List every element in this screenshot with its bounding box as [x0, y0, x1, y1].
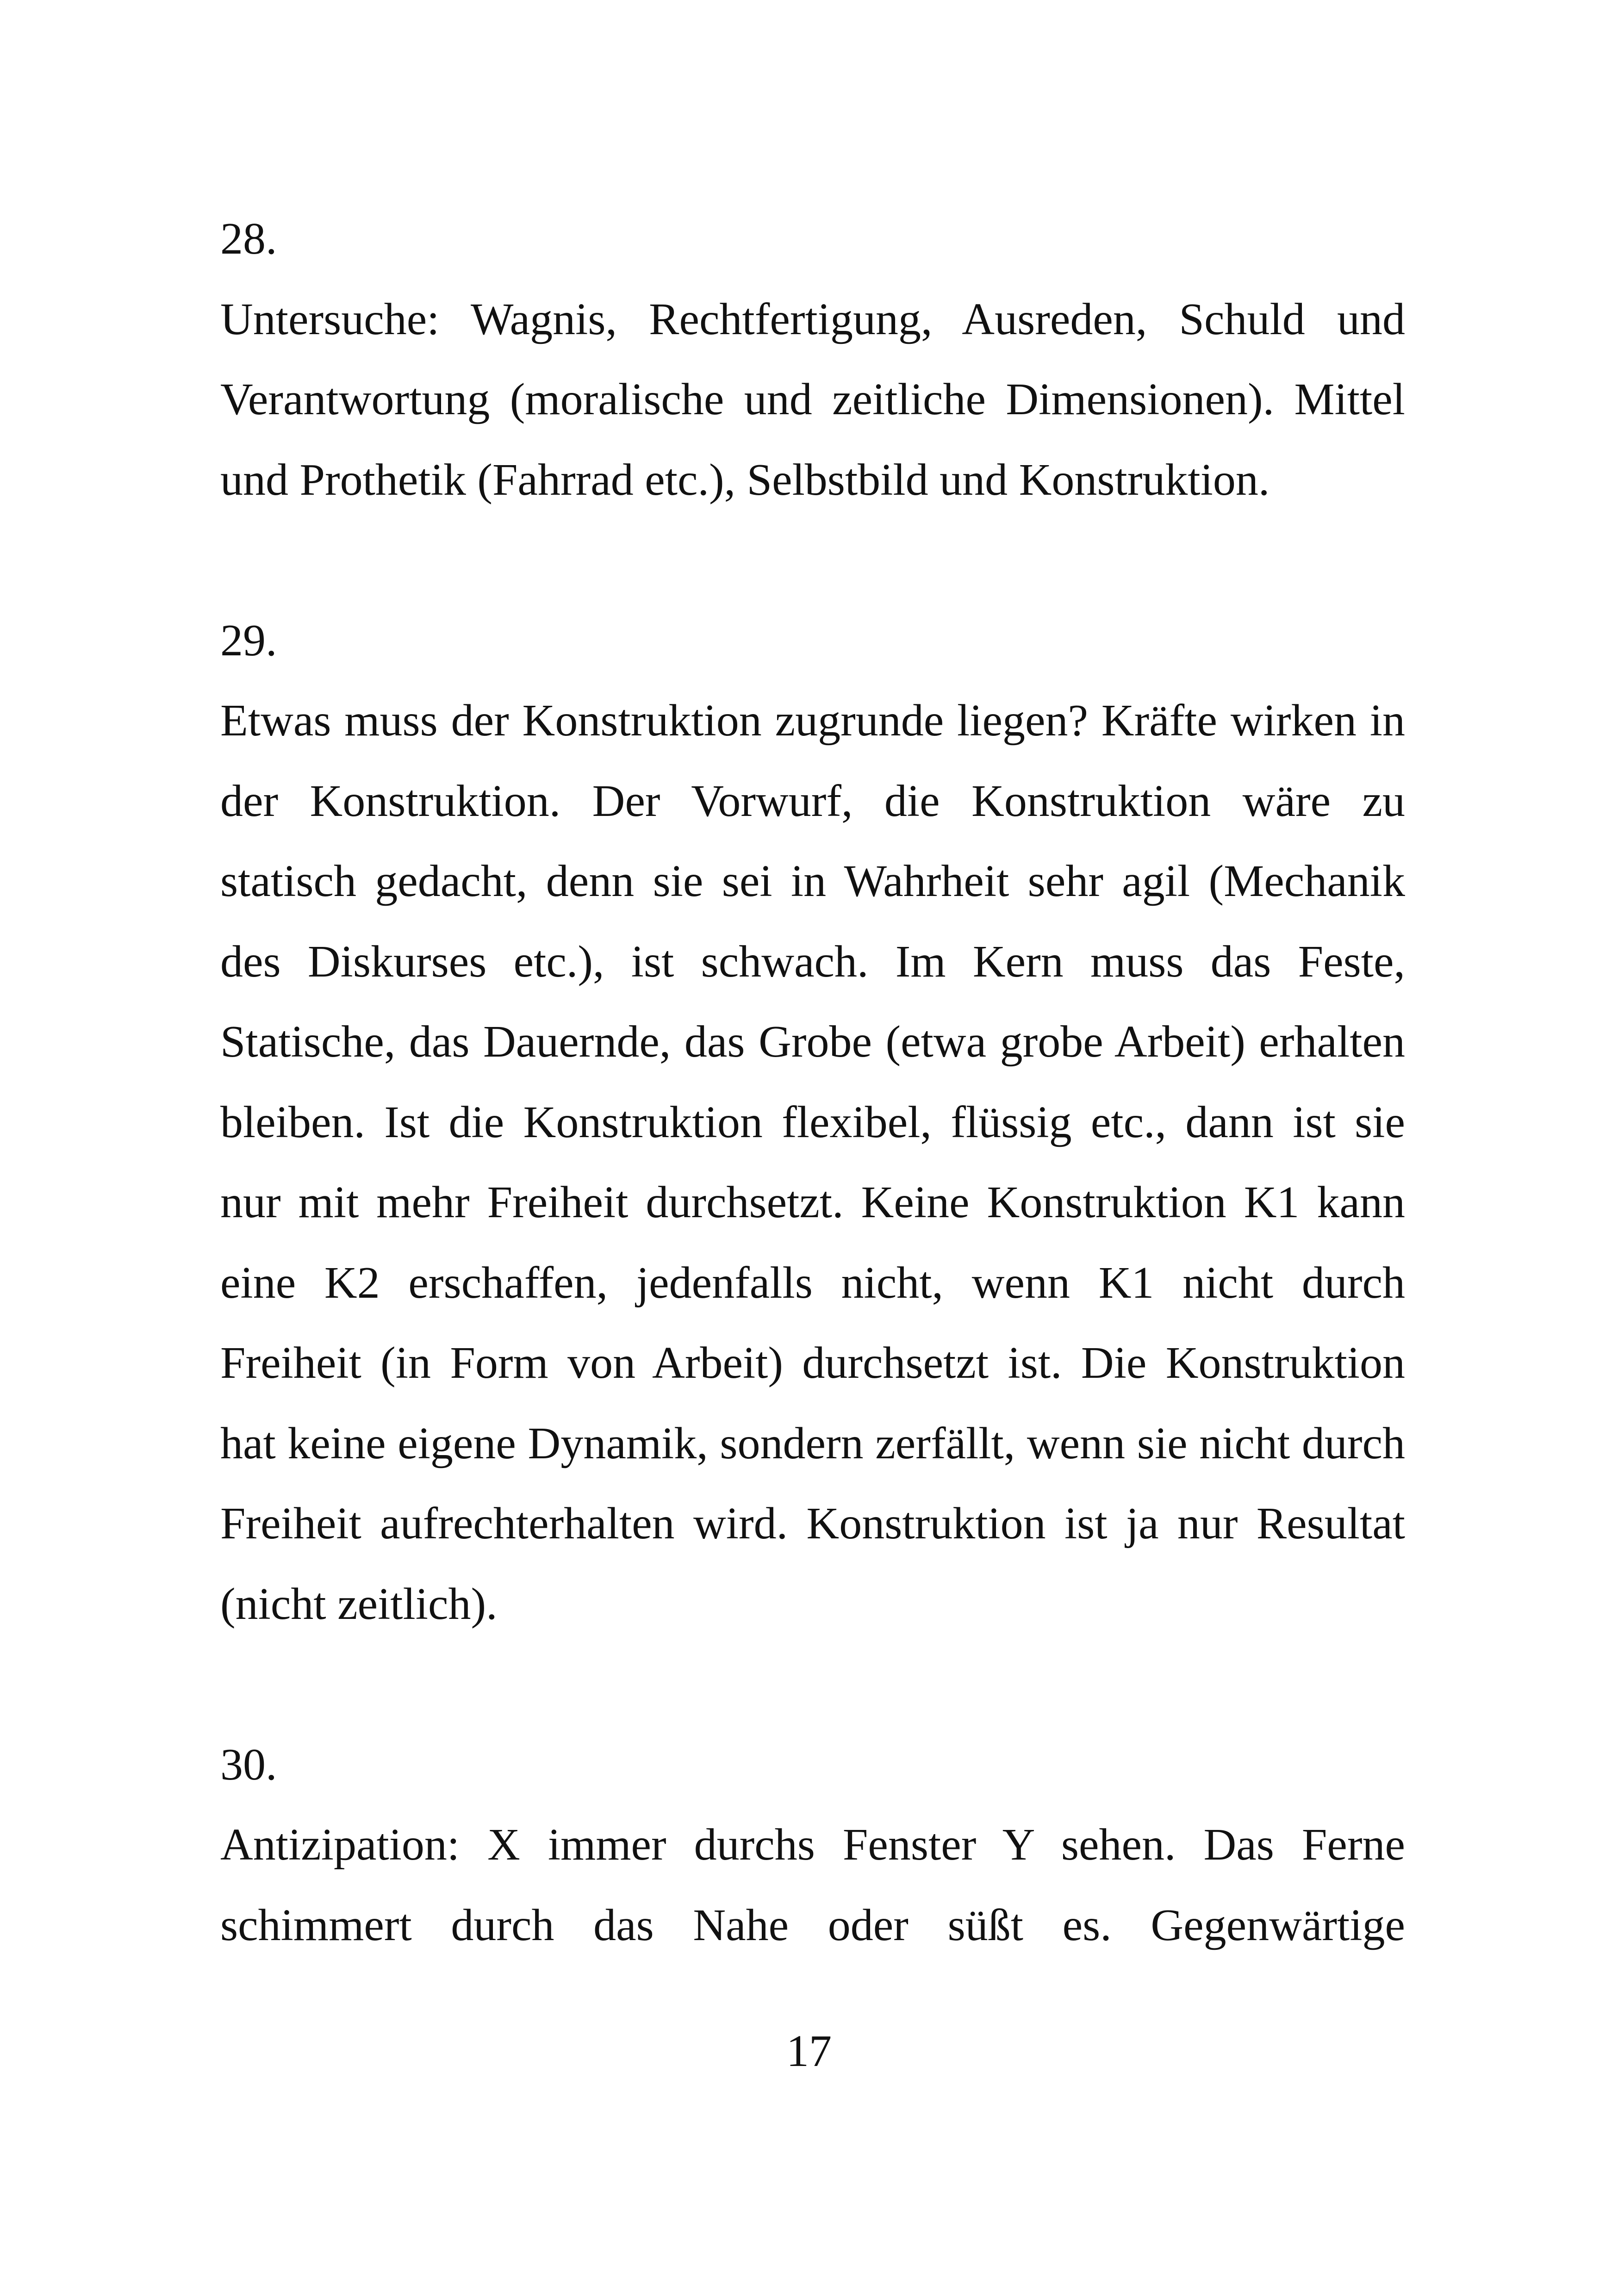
- page-number: 17: [786, 2026, 832, 2076]
- section-number: 29.: [220, 615, 277, 666]
- section-number: 28.: [220, 214, 277, 264]
- page-content: [220, 199, 1405, 1966]
- section-30: [220, 1725, 1405, 1966]
- section-28: [220, 199, 1405, 520]
- section-text: Antizipation: X immer durchs Fenster Y sehen. Das Ferne schimmert durch das Nahe oder süßt es. Gegenwärtige: [220, 1820, 1405, 1950]
- section-number: 30.: [220, 1739, 277, 1790]
- section-29: [220, 601, 1405, 1645]
- section-text: Etwas muss der Konstruktion zugrunde liegen? Kräfte wirken in der Konstruktion. Der Vorwurf, die Konstruktion wäre zu statisch gedacht, denn sie sei in Wahrheit sehr agil (Mechanik des Diskurses etc.), ist schwach. Im Kern muss das Feste, Statische, das Dauernde, das Grobe (etwa grobe Arbeit) erhalten bleiben. Ist die Konstruktion flexibel, flüssig etc., dann ist sie nur mit mehr Freiheit durchsetzt. Keine Konstruktion K1 kann eine K2 erschaffen, jedenfalls nicht, wenn K1 nicht durch Freiheit (in Form von Arbeit) durchsetzt ist. Die Konstruktion hat keine eigene Dynamik, sondern zerfällt, wenn sie nicht durch Freiheit aufrechterhalten wird. Konstruktion ist ja nur Resultat (nicht zeitlich).: [220, 696, 1405, 1629]
- section-text: Untersuche: Wagnis, Rechtfertigung, Ausreden, Schuld und Verantwortung (moralische und zeitliche Dimensionen). Mittel und Prothetik (Fahrrad etc.), Selbstbild und Konstruktion.: [220, 294, 1405, 505]
